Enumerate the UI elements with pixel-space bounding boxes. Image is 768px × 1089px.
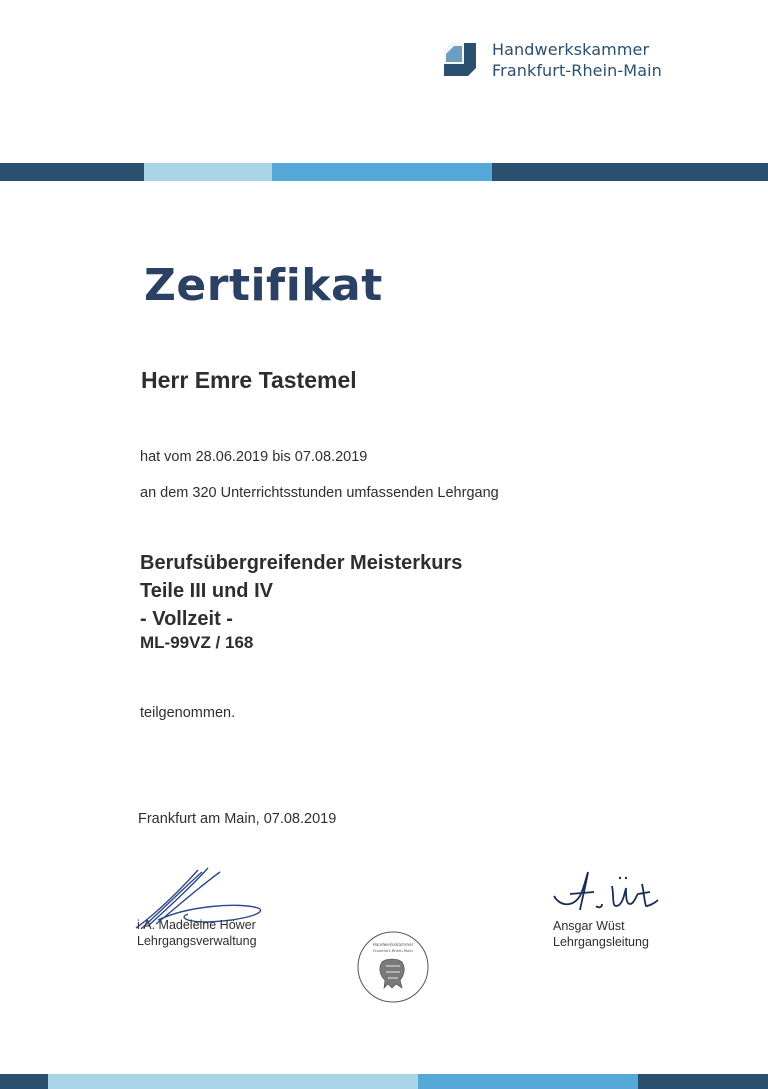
participated-text: teilgenommen. <box>140 705 236 721</box>
svg-text:Frankfurt-Rhein-Main: Frankfurt-Rhein-Main <box>373 948 413 953</box>
course-title-line1: Berufsübergreifender Meisterkurs <box>140 552 463 574</box>
course-code: ML-99VZ / 168 <box>140 633 254 652</box>
place-date: Frankfurt am Main, 07.08.2019 <box>138 811 337 827</box>
date-range-text: hat vom 28.06.2019 bis 07.08.2019 <box>140 449 368 465</box>
chamber-seal-stamp <box>356 930 430 1004</box>
certificate-title: Zertifikat <box>144 260 383 311</box>
hours-text: an dem 320 Unterrichtsstunden umfassenden Lehrgang <box>140 485 499 501</box>
org-name-line2: Frankfurt-Rhein-Main <box>492 61 662 80</box>
chamber-logo-icon <box>442 42 478 78</box>
right-signatory-name: Ansgar Wüst <box>553 919 625 933</box>
bottom-color-bar <box>0 1074 768 1089</box>
right-signatory-role: Lehrgangsleitung <box>553 935 649 949</box>
course-title-line2: Teile III und IV <box>140 580 273 602</box>
recipient-name: Herr Emre Tastemel <box>141 367 357 393</box>
org-name-line1: Handwerkskammer <box>492 40 650 59</box>
svg-text:Handwerkskammer: Handwerkskammer <box>372 942 414 947</box>
top-color-bar <box>0 163 768 181</box>
right-signature-image <box>550 866 665 918</box>
left-signatory-role: Lehrgangsverwaltung <box>137 934 257 948</box>
left-signatory-name: i.A. Madeleine Höwer <box>137 918 256 932</box>
course-title-line3: - Vollzeit - <box>140 608 233 630</box>
